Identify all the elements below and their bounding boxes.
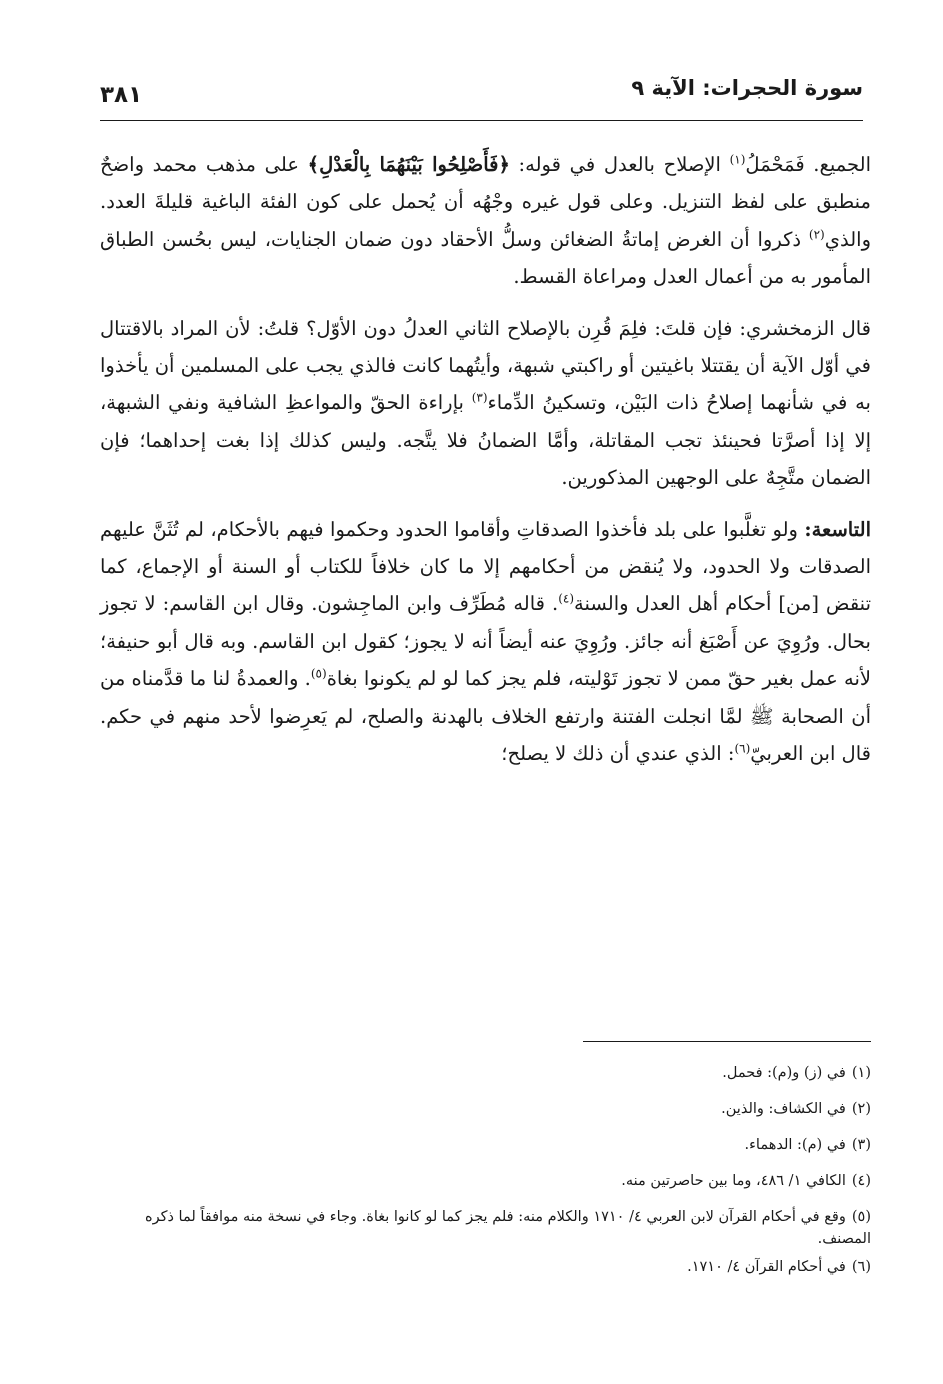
paragraph-2 [100, 310, 871, 497]
text-run: الإصلاح بالعدل في قوله: [509, 153, 730, 176]
running-header [100, 68, 863, 121]
section-lead: التاسعة: [804, 517, 871, 541]
paragraph-3 [100, 511, 871, 773]
footnote-ref-6: (٦) [734, 741, 751, 756]
footnote-4 [104, 1170, 871, 1192]
footnote-number: (٢) [851, 1101, 871, 1117]
footnote-text: في (م): الدهماء. [744, 1137, 846, 1153]
footnote-text: الكافي ١/ ٤٨٦، وما بين حاصرتين منه. [621, 1173, 846, 1189]
footnotes [104, 1062, 871, 1292]
footnote-5 [104, 1206, 871, 1250]
footnote-text: في الكشاف: والذين. [721, 1101, 846, 1117]
text-run: . والعمدةُ لنا ما قدَّمناه من أن الصحابة ﷺ لمَّا انجلت الفتنة وارتفع الخلاف بالهدنة والصلح، لم يَعرِضوا لأحد منهم في حكم. قال ابن العربيّ [100, 667, 871, 766]
footnote-6 [104, 1256, 871, 1278]
text-run: ولو تغلَّبوا على بلد فأخذوا الصدقاتِ وأقاموا الحدود وحكموا فيهم بالأحكام، لم تُثَنَّ عليهم الصدقات ولا الحدود، ولا يُنقض من أحكامهم إلا ما كان خلافاً للكتاب أو السنة أو الإجماع، كما تنقض [من] أحكام أهل العدل والسنة [100, 517, 871, 616]
text-run: . قاله مُطَرِّف وابن الماجِشون. وقال ابن القاسم: لا تجوز بحال. ورُوِيَ عن أَصْبَغ أنه جائز. ورُوِيَ عنه أيضاً أنه لا يجوز؛ كقول ابن القاسم. وبه قال أبو حنيفة؛ لأنه عمل بغير حقّ ممن لا تجوز تَوْليته، فلم يجز كما لو لم يكونوا بغاة [100, 592, 871, 691]
footnote-text: في (ز) و(م): فحمل. [722, 1065, 846, 1081]
text-run: على مذهب محمد واضحٌ منطبق على لفظ التنزيل. وعلى قول غيره وجْهُه أن يُحمل على كون الفئة الباغية قليلةَ العدد. والذي [100, 153, 871, 251]
text-run: : الذي عندي أن ذلك لا يصلح؛ [501, 742, 735, 766]
footnote-ref-3: (٣) [471, 390, 488, 405]
footnote-number: (٣) [851, 1137, 871, 1153]
footnote-divider [583, 1041, 871, 1042]
footnote-number: (٦) [851, 1259, 871, 1275]
footnote-ref-2: (٢) [808, 227, 825, 242]
text-run: بإراءة الحقّ والمواعظِ الشافية ونفي الشبهة، إلا إذا أصرَّتا فحينئذ تجب المقاتلة، وأمَّا الضمانُ فلا يتَّجه. وليس كذلك إذا بغت إحداهما؛ فإن الضمان متَّجِهٌ على الوجهين المذكورين. [100, 391, 871, 490]
footnote-3 [104, 1134, 871, 1156]
page-number: ٣٨١ [100, 82, 143, 108]
footnote-text: وقع في أحكام القرآن لابن العربي ٤/ ١٧١٠ والكلام منه: فلم يجز كما لو كانوا بغاة. وجاء في نسخة منه موافقاً لما ذكره المصنف. [144, 1209, 871, 1247]
text-run: ذكروا أن الغرض إماتةُ الضغائن وسلُّ الأحقاد دون ضمان الجنايات، ليس بحُسن الطباق المأمور به من أعمال العدل ومراعاة القسط. [100, 227, 871, 289]
footnote-ref-4: (٤) [558, 591, 575, 606]
text-run: قال الزمخشري: فإن قلتَ: فلِمَ قُرِن بالإصلاح الثاني العدلُ دون الأوّل؟ قلتُ: لأن المراد بالاقتتال في أوّل الآية أن يقتتلا باغيتين أو راكبتي شبهة، وأيتُهما كانت فالذي يجب على المسلمين أن يأخذوا به في شأنهما إصلاحُ ذات البَيْن، وتسكينُ الدِّماء [100, 316, 871, 415]
footnote-ref-1: (١) [729, 152, 746, 167]
footnote-number: (٥) [851, 1209, 871, 1225]
paragraph-1 [100, 146, 871, 296]
footnote-number: (١) [851, 1065, 871, 1081]
footnote-2 [104, 1098, 871, 1120]
surah-title: سورة الحجرات: الآية ٩ [631, 76, 863, 100]
main-text [100, 146, 871, 773]
footnote-1 [104, 1062, 871, 1084]
footnote-text: في أحكام القرآن ٤/ ١٧١٠. [687, 1259, 846, 1275]
footnote-number: (٤) [851, 1173, 871, 1189]
text-run: الجميع. فَمَحْمَلُ [745, 153, 871, 176]
footnote-ref-5: (٥) [310, 666, 327, 681]
quran-verse: ﴿فَأَصْلِحُوا بَيْنَهُمَا بِالْعَدْلِ﴾ [307, 153, 510, 176]
